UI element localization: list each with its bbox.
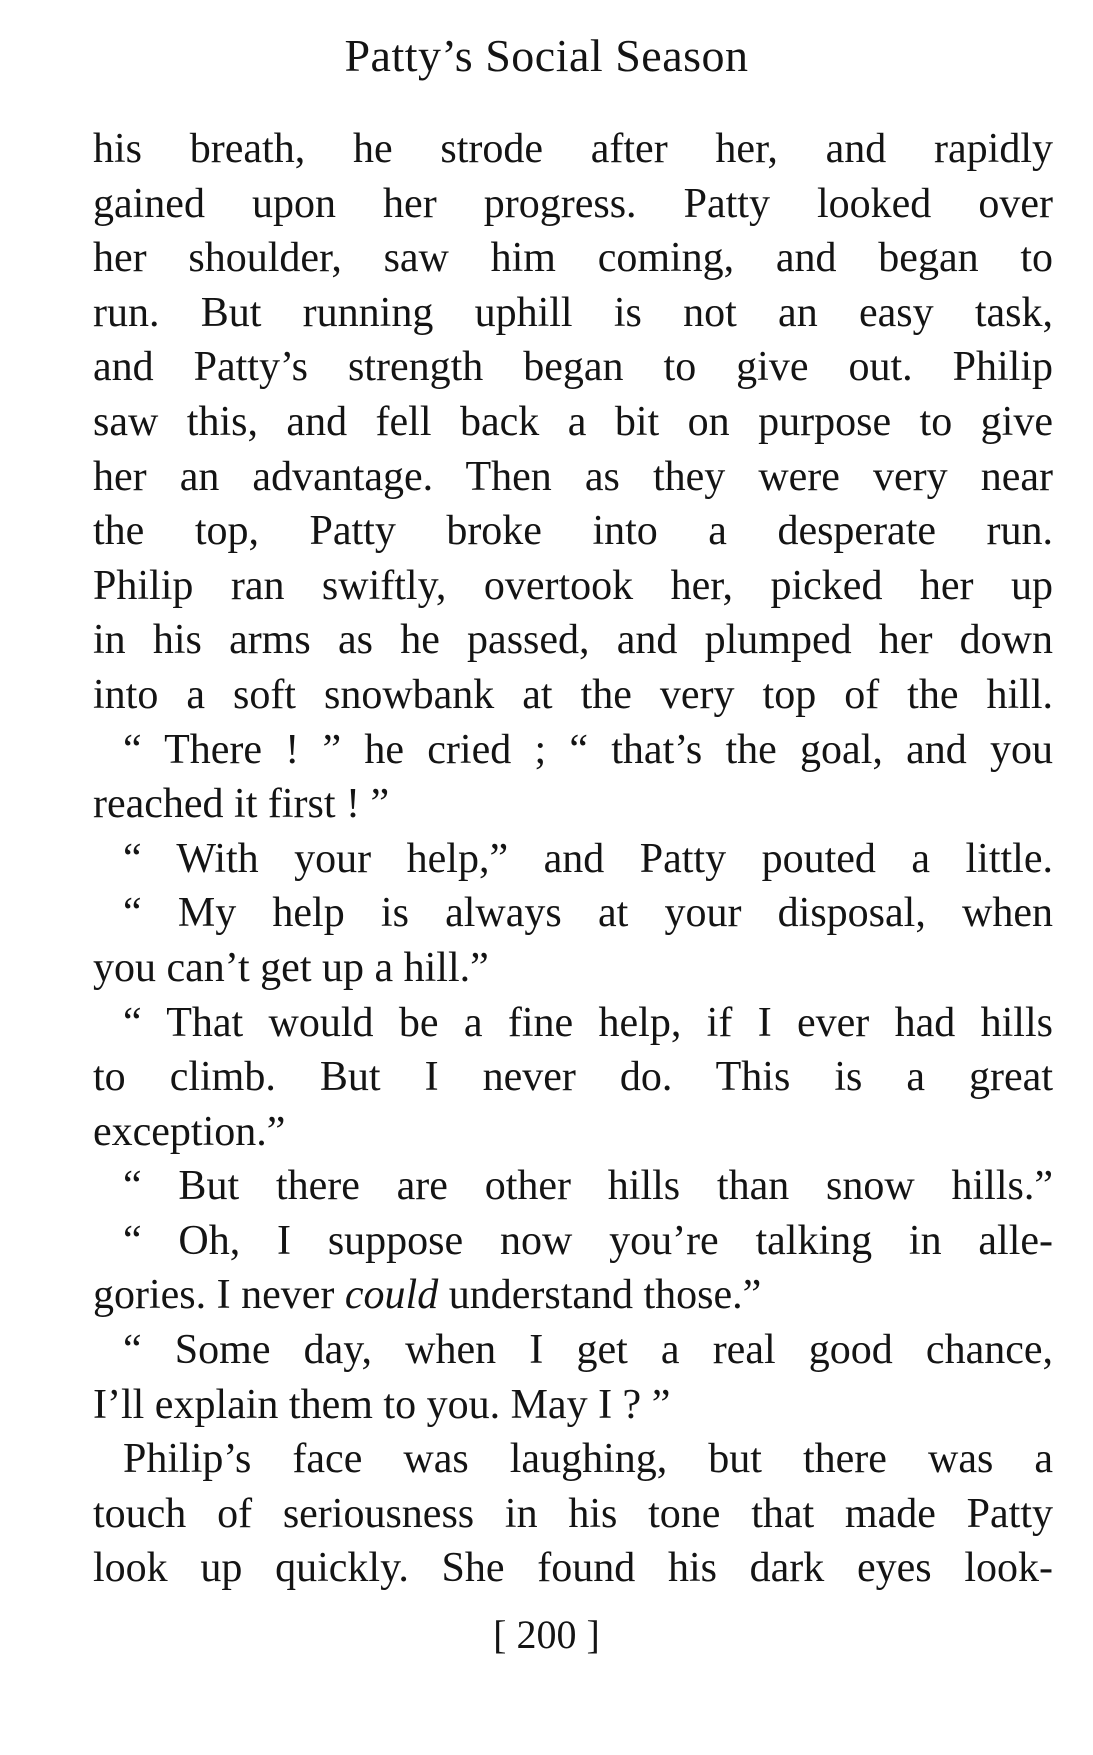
text-line-2: gained upon her progress. Patty looked over xyxy=(93,180,1053,227)
text-line-22 xyxy=(93,1268,1053,1323)
text-line-20: “ But there are other hills than snow hills.” xyxy=(123,1163,1053,1210)
text-line-12: “ There ! ” he cried ; “ that’s the goal, and you xyxy=(123,726,1053,773)
text-line-14: “ With your help,” and Patty pouted a little. xyxy=(123,835,1053,882)
text-line-7: her an advantage. Then as they were very near xyxy=(93,453,1053,500)
text-line-11: into a soft snowbank at the very top of the hill. xyxy=(93,671,1053,718)
text-line-24: I’ll explain them to you. May I ? ” xyxy=(93,1381,671,1428)
body-text xyxy=(93,122,1053,1596)
text-line-9: Philip ran swiftly, overtook her, picked her up xyxy=(93,562,1053,609)
text-line-6: saw this, and fell back a bit on purpose to give xyxy=(93,398,1053,445)
text-line-13: reached it first ! ” xyxy=(93,781,390,828)
text-line-4: run. But running uphill is not an easy task, xyxy=(93,289,1053,336)
text-line-21: “ Oh, I suppose now you’re talking in alle- xyxy=(123,1217,1053,1264)
italic-emphasis: could xyxy=(344,1272,439,1319)
text-line-22-after: understand those.” xyxy=(438,1272,762,1319)
running-head: Patty’s Social Season xyxy=(344,30,749,81)
text-line-3: her shoulder, saw him coming, and began to xyxy=(93,235,1053,282)
page-number: [ 200 ] xyxy=(493,1612,600,1657)
text-line-25: Philip’s face was laughing, but there was a xyxy=(123,1436,1053,1483)
text-line-15: “ My help is always at your disposal, when xyxy=(123,890,1053,937)
text-line-17: “ That would be a fine help, if I ever had hills xyxy=(123,999,1053,1046)
text-line-8: the top, Patty broke into a desperate run. xyxy=(93,508,1053,555)
text-line-19: exception.” xyxy=(93,1108,286,1155)
text-line-16: you can’t get up a hill.” xyxy=(93,944,489,991)
text-line-26: touch of seriousness in his tone that made Patty xyxy=(93,1490,1053,1537)
text-line-5: and Patty’s strength began to give out. Philip xyxy=(93,344,1053,391)
text-line-1: his breath, he strode after her, and rapidly xyxy=(93,126,1053,172)
text-line-10: in his arms as he passed, and plumped her down xyxy=(93,617,1053,664)
text-line-23: “ Some day, when I get a real good chance, xyxy=(123,1327,1053,1374)
text-line-18: to climb. But I never do. This is a great xyxy=(93,1054,1053,1101)
text-line-22-before: gories. I never xyxy=(93,1272,345,1319)
text-line-27: look up quickly. She found his dark eyes look- xyxy=(93,1545,1053,1592)
